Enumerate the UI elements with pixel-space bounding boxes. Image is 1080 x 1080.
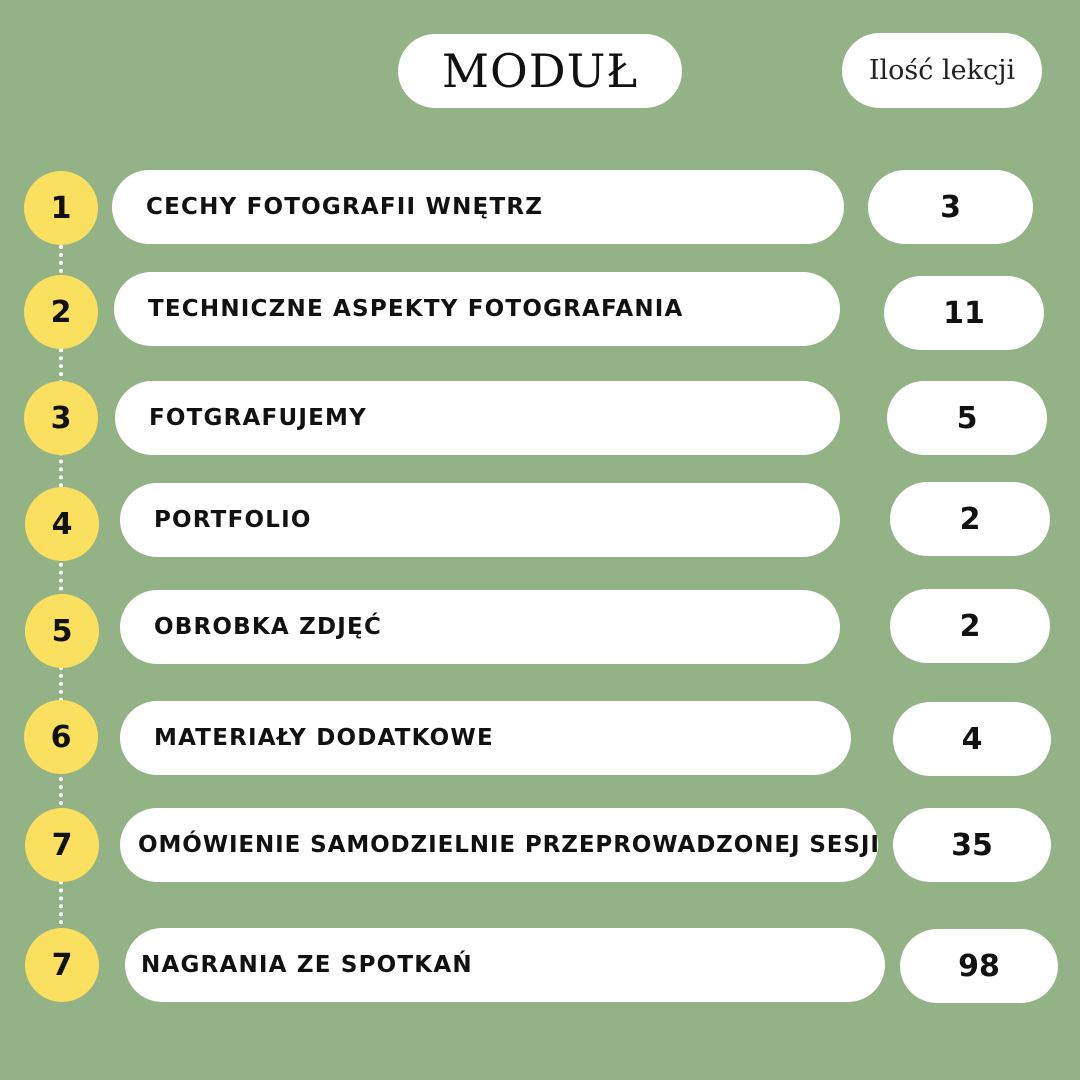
- lesson-count-header: Ilość lekcji: [842, 33, 1042, 108]
- module-title: MATERIAŁY DODATKOWE: [120, 701, 851, 775]
- lesson-count: 35: [893, 808, 1051, 882]
- module-title: PORTFOLIO: [120, 483, 840, 557]
- module-header: MODUŁ: [398, 34, 682, 108]
- module-number-badge: 4: [25, 487, 99, 561]
- module-title: CECHY FOTOGRAFII WNĘTRZ: [112, 170, 844, 244]
- lesson-count: 11: [884, 276, 1044, 350]
- module-number-badge: 6: [24, 700, 98, 774]
- module-title: OMÓWIENIE SAMODZIELNIE PRZEPROWADZONEJ SESJI: [120, 808, 878, 882]
- module-number-badge: 1: [24, 171, 98, 245]
- lesson-count: 98: [900, 929, 1058, 1003]
- module-number-badge: 5: [25, 594, 99, 668]
- module-title: FOTGRAFUJEMY: [115, 381, 840, 455]
- module-number-badge: 7: [25, 808, 99, 882]
- lesson-count: 2: [890, 482, 1050, 556]
- module-title: NAGRANIA ZE SPOTKAŃ: [125, 928, 885, 1002]
- module-title: TECHNICZNE ASPEKTY FOTOGRAFANIA: [114, 272, 840, 346]
- lesson-count: 2: [890, 589, 1050, 663]
- lesson-count: 4: [893, 702, 1051, 776]
- module-title: OBROBKA ZDJĘĆ: [120, 590, 840, 664]
- lesson-count: 3: [868, 170, 1033, 244]
- module-number-badge: 3: [24, 381, 98, 455]
- module-number-badge: 7: [25, 928, 99, 1002]
- lesson-count: 5: [887, 381, 1047, 455]
- module-number-badge: 2: [24, 275, 98, 349]
